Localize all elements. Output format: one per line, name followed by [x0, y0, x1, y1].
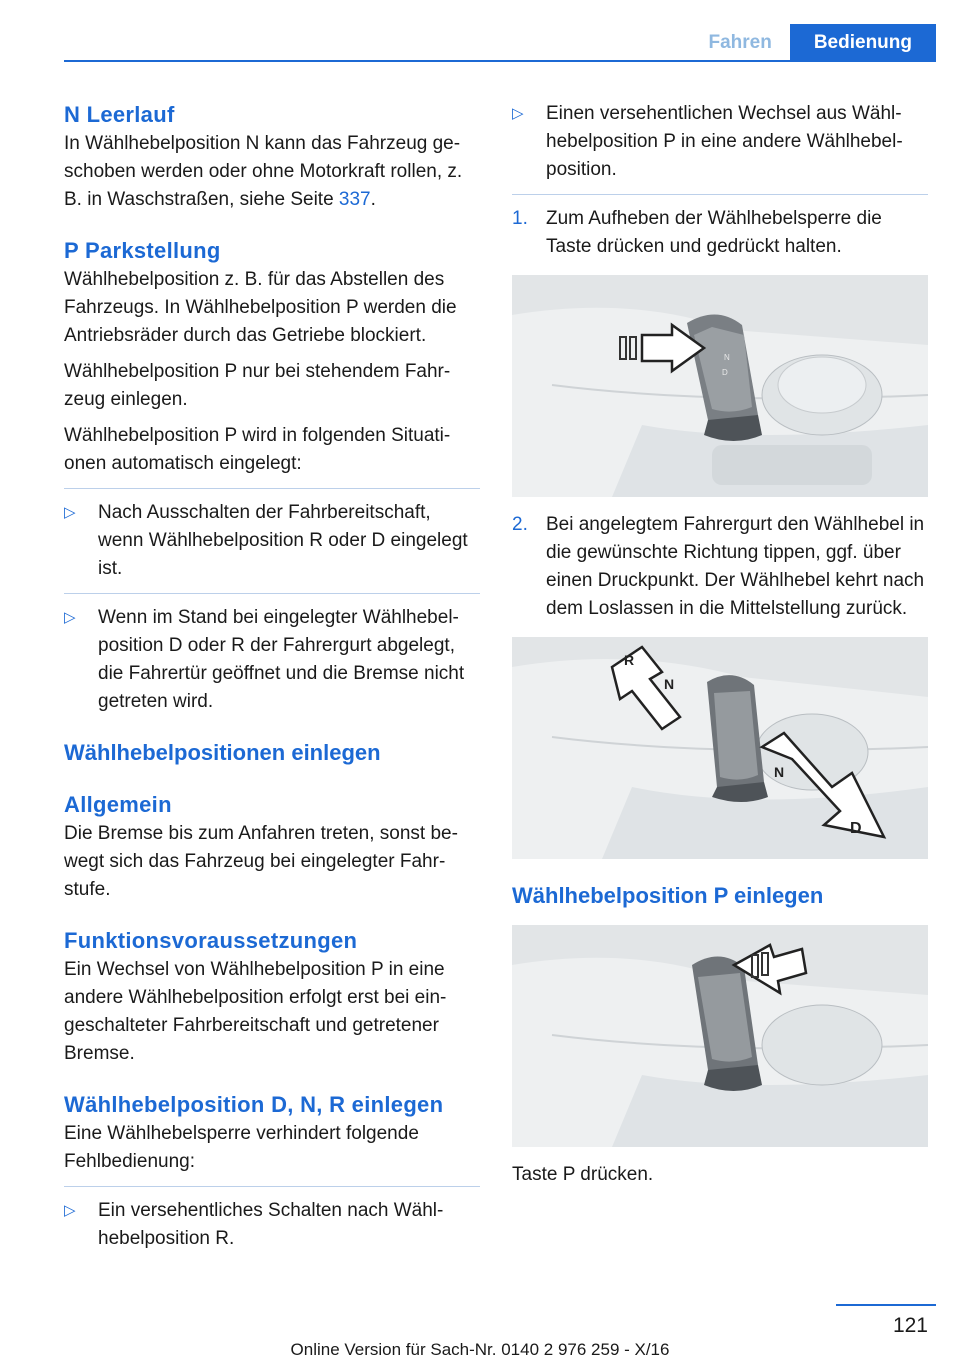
- heading-p-einlegen: Wählhebelposition P einlegen: [512, 883, 824, 908]
- list-item-text: Einen versehentlichen Wechsel aus Wählhebelposition P in eine andere Wählhebelposition.: [546, 103, 903, 180]
- heading-dnr-einlegen: Wählhebelposition D, N, R einlegen: [64, 1092, 444, 1117]
- page-number: 121: [892, 1314, 928, 1337]
- label-n-lower: N: [774, 764, 785, 780]
- chapter-tabs: [690, 24, 936, 62]
- dnr-text: Eine Wählhebelsperre verhindert folgende Fehlbedienung:: [64, 1123, 419, 1172]
- label-n-upper: N: [664, 676, 675, 692]
- list-item: [512, 100, 928, 184]
- divider: [64, 593, 480, 594]
- step-number: 2.: [512, 514, 528, 535]
- list-item-text: Wenn im Stand bei eingelegter Wählhebelposition D oder R der Fahrergurt abgelegt, die Fahrertür geöffnet und die Bremse nicht getreten wird.: [98, 607, 465, 712]
- gear-selector-unlock-illustration: [512, 275, 928, 497]
- n-text-after: .: [370, 189, 376, 210]
- header-rule: [64, 60, 936, 62]
- heading-funktionsvoraussetzungen: Funktionsvoraussetzungen: [64, 928, 358, 953]
- list-item-text: Ein versehentliches Schalten nach Wählhebelposition R.: [98, 1200, 444, 1249]
- left-column: [64, 100, 480, 1253]
- list-item-text: Nach Ausschalten der Fahrbereitschaft, wenn Wählhebelposition R oder D eingelegt ist.: [98, 502, 468, 579]
- p-text-3: Wählhebelposition P wird in folgenden Situationen automatisch eingelegt:: [64, 425, 451, 474]
- list-item: [64, 604, 480, 716]
- divider: [64, 488, 480, 489]
- label-r: R: [624, 652, 635, 668]
- svg-text:N: N: [724, 353, 730, 362]
- p-caption: Taste P drücken.: [512, 1164, 654, 1185]
- triangle-bullet-icon: ▷: [64, 504, 76, 521]
- gear-selector-directions-illustration: [512, 637, 928, 859]
- p-text-1: Wählhebelposition z. B. für das Abstellen des Fahrzeugs. In Wählhebelposition P werden die Antriebsräder durch das Getriebe blockiert.: [64, 269, 457, 346]
- gear-selector-park-illustration: [512, 925, 928, 1147]
- list-item: [64, 499, 480, 583]
- label-d: D: [850, 820, 862, 837]
- right-column: [512, 100, 928, 1189]
- list-item: [64, 1197, 480, 1253]
- version-footer: Online Version für Sach-Nr. 0140 2 976 259 - X/16: [290, 1340, 670, 1359]
- heading-n-leerlauf: N Leerlauf: [64, 102, 175, 127]
- triangle-bullet-icon: ▷: [512, 105, 524, 122]
- heading-waehlhebelpositionen: Wählhebelpositionen einlegen: [64, 740, 381, 765]
- n-text-before: In Wählhebelposition N kann das Fahrzeug geschoben werden oder ohne Motorkraft rollen, z. B. in Waschstraßen, siehe Seite: [64, 133, 463, 210]
- step-text: Bei angelegtem Fahrergurt den Wählhebel in die gewünschte Richtung tippen, ggf. über einen Druckpunkt. Der Wählhebel kehrt nach dem Loslassen in die Mittelstellung zurück.: [546, 514, 925, 619]
- divider: [64, 1186, 480, 1187]
- tab-bedienung[interactable]: Bedienung: [790, 24, 936, 62]
- footer-rule: [836, 1304, 936, 1306]
- heading-allgemein: Allgemein: [64, 792, 172, 817]
- heading-p-parkstellung: P Parkstellung: [64, 238, 221, 263]
- step-text: Zum Aufheben der Wählhebelsperre die Taste drücken und gedrückt halten.: [546, 208, 882, 257]
- n-leerlauf-text: [64, 130, 480, 214]
- step-number: 1.: [512, 208, 528, 229]
- page-link-337[interactable]: 337: [338, 189, 371, 210]
- svg-text:D: D: [722, 368, 728, 377]
- divider: [512, 194, 928, 195]
- allgemein-text: Die Bremse bis zum Anfahren treten, sonst bewegt sich das Fahrzeug bei eingelegter Fahrstufe.: [64, 823, 458, 900]
- tab-fahren[interactable]: Fahren: [690, 24, 789, 62]
- step-item: [512, 511, 928, 623]
- step-item: [512, 205, 928, 261]
- triangle-bullet-icon: ▷: [64, 1202, 76, 1219]
- funktion-text: Ein Wechsel von Wählhebelposition P in eine andere Wählhebelposition erfolgt erst bei eingeschalteter Fahrbereitschaft und getretener Bremse.: [64, 959, 447, 1064]
- triangle-bullet-icon: ▷: [64, 609, 76, 626]
- p-text-2: Wählhebelposition P nur bei stehendem Fahrzeug einlegen.: [64, 361, 451, 410]
